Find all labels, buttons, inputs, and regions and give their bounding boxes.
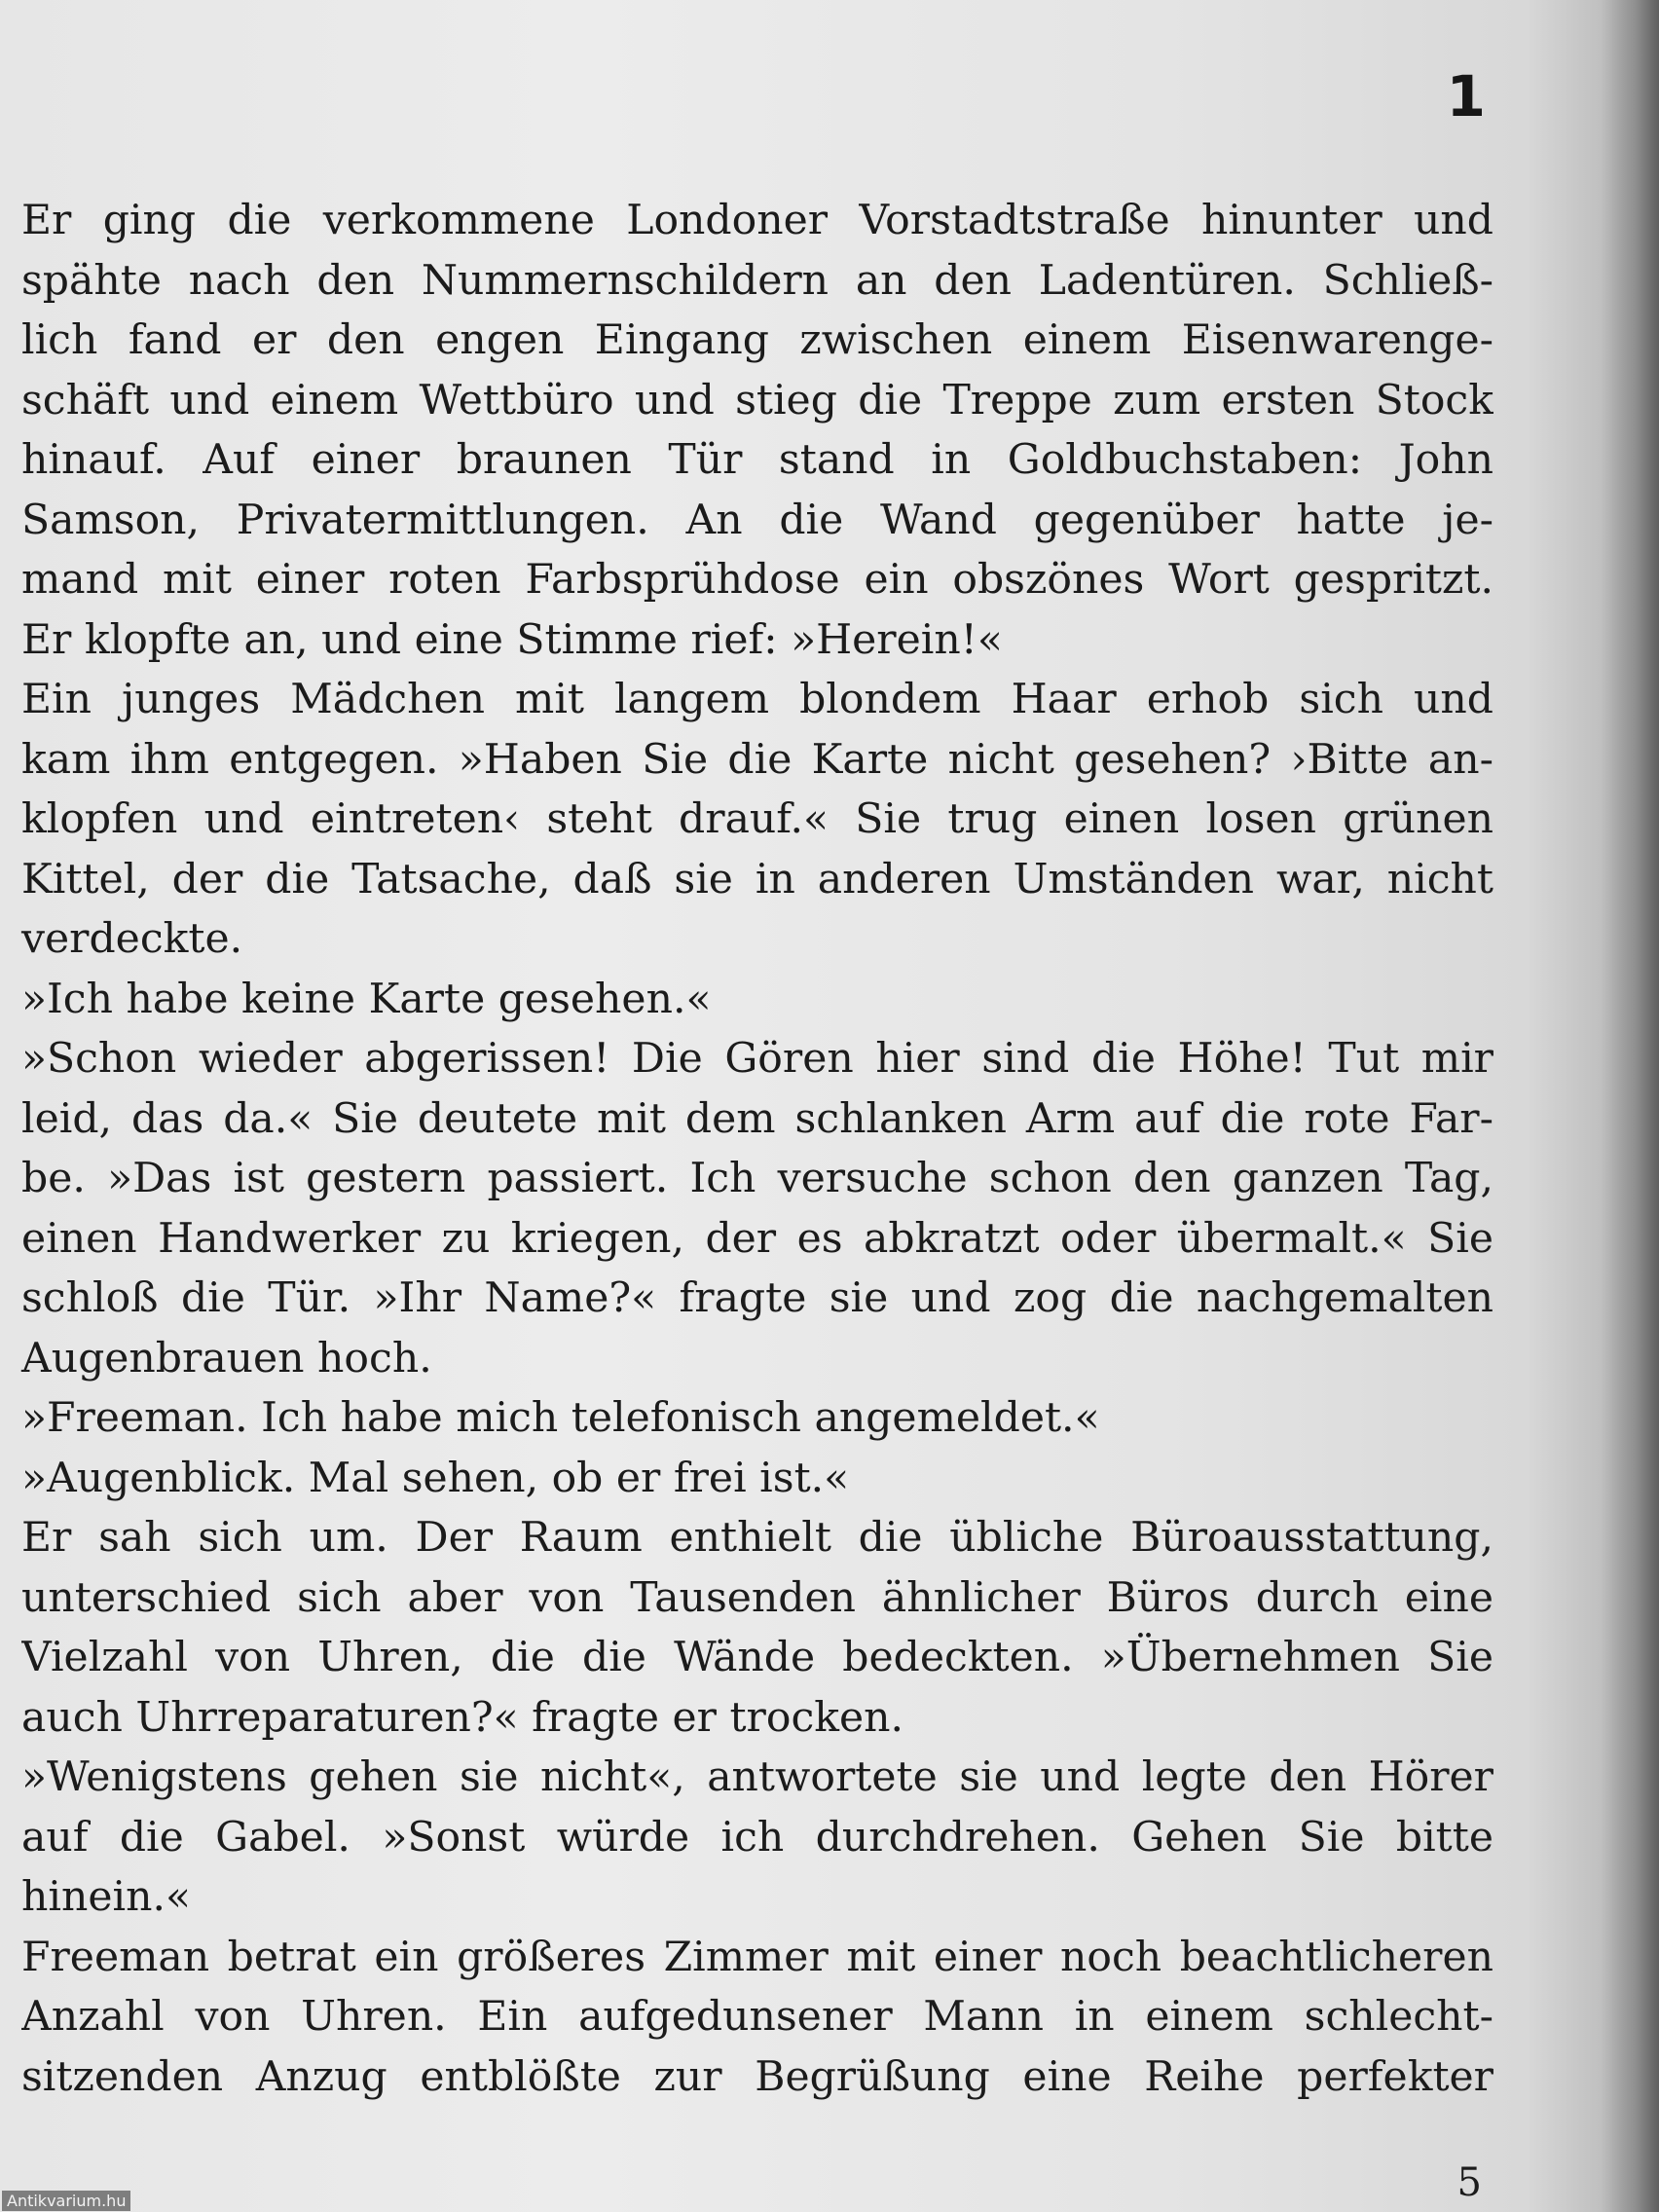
chapter-number: 1	[1446, 63, 1486, 129]
text-line: lich fand er den engen Eingang zwischen einem Eisenwarenge-	[21, 316, 1493, 364]
text-line: unterschied sich aber von Tausenden ähnlicher Büros durch eine	[21, 1573, 1493, 1622]
text-line: Vielzahl von Uhren, die die Wände bedeckten. »Übernehmen Sie	[21, 1634, 1493, 1681]
page-number: 5	[1456, 2160, 1482, 2205]
text-line: Er ging die verkommene Londoner Vorstadtstraße hinunter und	[21, 197, 1493, 244]
page-gutter-shadow	[1601, 0, 1659, 2212]
text-line: verdeckte.	[21, 915, 243, 963]
watermark: Antikvarium.hu	[2, 2191, 130, 2211]
text-line: Er sah sich um. Der Raum enthielt die übliche Büroausstattung,	[21, 1514, 1493, 1562]
text-line: Kittel, der die Tatsache, daß sie in anderen Umständen war, nicht	[21, 855, 1493, 903]
text-line: sitzenden Anzug entblößte zur Begrüßung eine Reihe perfekter	[21, 2052, 1493, 2101]
text-line: einen Handwerker zu kriegen, der es abkratzt oder übermalt.« Sie	[21, 1214, 1493, 1263]
text-line: Freeman betrat ein größeres Zimmer mit einer noch beachtlicheren	[21, 1933, 1493, 1981]
text-line: Augenbrauen hoch.	[21, 1334, 432, 1382]
text-line: mand mit einer roten Farbsprühdose ein obszönes Wort gespritzt.	[21, 556, 1493, 604]
text-line: schäft und einem Wettbüro und stieg die Treppe zum ersten Stock	[21, 376, 1493, 424]
text-line: auf die Gabel. »Sonst würde ich durchdrehen. Gehen Sie bitte	[21, 1813, 1493, 1862]
text-line: »Wenigstens gehen sie nicht«, antwortete sie und legte den Hörer	[21, 1753, 1493, 1801]
text-line: »Ich habe keine Karte gesehen.«	[21, 975, 712, 1023]
text-line: Er klopfte an, und eine Stimme rief: »Herein!«	[21, 615, 1003, 664]
text-line: »Augenblick. Mal sehen, ob er frei ist.«	[21, 1454, 850, 1502]
text-line: klopfen und eintreten‹ steht drauf.« Sie trug einen losen grünen	[21, 795, 1493, 843]
text-line: kam ihm entgegen. »Haben Sie die Karte nicht gesehen? ›Bitte an-	[21, 735, 1493, 784]
text-line: be. »Das ist gestern passiert. Ich versuche schon den ganzen Tag,	[21, 1155, 1493, 1202]
text-line: »Freeman. Ich habe mich telefonisch angemeldet.«	[21, 1394, 1100, 1442]
text-line: Anzahl von Uhren. Ein aufgedunsener Mann in einem schlecht-	[21, 1993, 1493, 2041]
text-line: leid, das da.« Sie deutete mit dem schlanken Arm auf die rote Far-	[21, 1094, 1493, 1143]
text-line: spähte nach den Nummernschildern an den Ladentüren. Schließ-	[21, 256, 1493, 305]
text-line: Samson, Privatermittlungen. An die Wand gegenüber hatte je-	[21, 496, 1493, 544]
text-line: schloß die Tür. »Ihr Name?« fragte sie und zog die nachgemalten	[21, 1274, 1493, 1322]
text-line: hinein.«	[21, 1873, 191, 1921]
body-text	[21, 191, 1493, 2107]
text-line: hinauf. Auf einer braunen Tür stand in Goldbuchstaben: John	[21, 436, 1493, 484]
text-line: auch Uhrreparaturen?« fragte er trocken.	[21, 1693, 904, 1742]
text-line: »Schon wieder abgerissen! Die Gören hier sind die Höhe! Tut mir	[21, 1035, 1493, 1083]
text-line: Ein junges Mädchen mit langem blondem Haar erhob sich und	[21, 676, 1493, 723]
